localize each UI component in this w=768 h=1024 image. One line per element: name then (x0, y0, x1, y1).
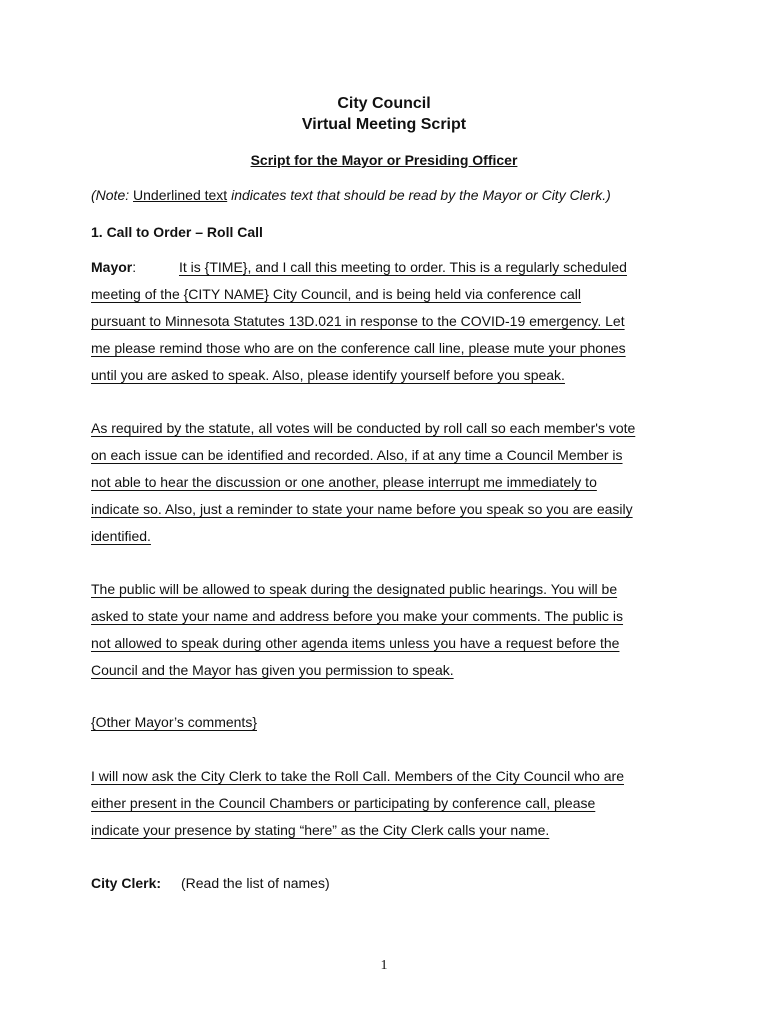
script-heading: Script for the Mayor or Presiding Officer (250, 152, 518, 168)
clerk-instruction: (Read the list of names) (181, 875, 330, 891)
paragraph-line: pursuant to Minnesota Statutes 13D.021 in response to the COVID-19 emergency. Let (91, 313, 625, 329)
mayor-label: Mayor: (91, 259, 137, 275)
paragraph-line: indicate your presence by stating “here” as the City Clerk calls your name. (91, 822, 550, 838)
note-prefix: (Note: (91, 187, 134, 203)
paragraph-line: The public will be allowed to speak during the designated public hearings. You will be (91, 581, 618, 597)
paragraph-line: me please remind those who are on the conference call line, please mute your phones (91, 340, 626, 356)
paragraph-line: identified. (91, 528, 151, 544)
note-text (91, 187, 611, 203)
note-suffix: indicates text that should be read by the Mayor or City Clerk.) (227, 187, 611, 203)
document-subtitle-title: Virtual Meeting Script (301, 116, 467, 133)
mayor-paragraph-5 (91, 763, 691, 844)
paragraph-line: meeting of the {CITY NAME} City Council, and is being held via conference call (91, 286, 581, 302)
section-heading: 1. Call to Order – Roll Call (91, 224, 263, 240)
paragraph-line: either present in the Council Chambers or participating by conference call, please (91, 795, 596, 811)
paragraph-line: not allowed to speak during other agenda items unless you have a request before the (91, 635, 620, 651)
document-title: City Council (337, 95, 431, 112)
mayor-paragraph-1 (91, 254, 691, 389)
paragraph-line: Council and the Mayor has given you permission to speak. (91, 662, 454, 678)
other-comments-paragraph (91, 709, 691, 736)
paragraph-line: It is {TIME}, and I call this meeting to order. This is a regularly scheduled (179, 259, 627, 275)
clerk-line (91, 870, 330, 897)
paragraph-line: As required by the statute, all votes will be conducted by roll call so each member's vote (91, 420, 636, 436)
mayor-paragraph-2 (91, 415, 691, 550)
other-comments: {Other Mayor’s comments} (91, 714, 257, 730)
clerk-label: City Clerk: (91, 875, 162, 891)
paragraph-line: I will now ask the City Clerk to take the Roll Call. Members of the City Council who are (91, 768, 624, 784)
mayor-paragraph-3 (91, 576, 691, 684)
paragraph-line: on each issue can be identified and recorded. Also, if at any time a Council Member is (91, 447, 623, 463)
paragraph-line: until you are asked to speak. Also, please identify yourself before you speak. (91, 367, 565, 383)
paragraph-line: not able to hear the discussion or one another, please interrupt me immediately to (91, 474, 597, 490)
note-underlined: Underlined text (133, 187, 228, 203)
paragraph-line: asked to state your name and address before you make your comments. The public is (91, 608, 624, 624)
page-number: 1 (380, 958, 388, 973)
paragraph-line: indicate so. Also, just a reminder to state your name before you speak so you are easily (91, 501, 633, 517)
